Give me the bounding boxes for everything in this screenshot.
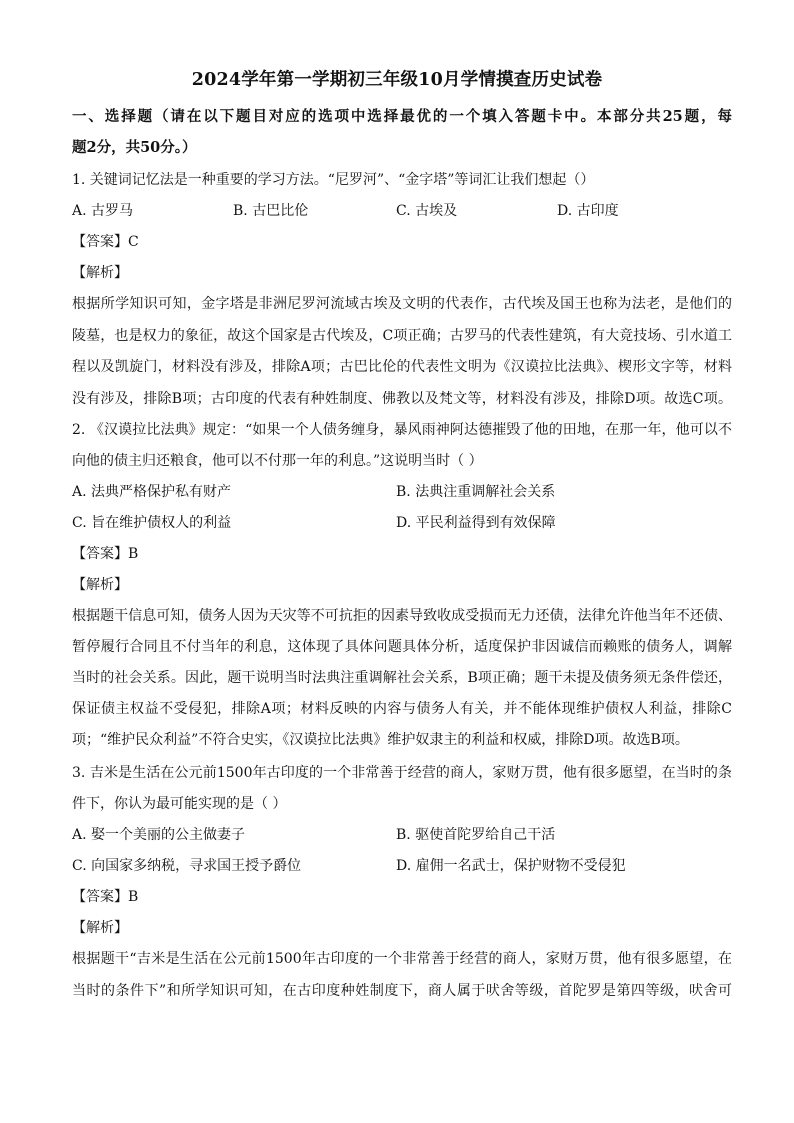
question-2-analysis-line: 根据题干信息可知，债务人因为天灾等不可抗拒的因素导致收成受损而无力还债，法律允许他当年不还债、 <box>72 608 732 624</box>
question-2-option-a: A. 法典严格保护私有财产 <box>72 484 232 500</box>
question-1-option-b: B. 古巴比伦 <box>233 203 309 219</box>
question-3-stem-line: 3. 吉米是生活在公元前1500年古印度的一个非常善于经营的商人，家财万贯，他有很多愿望，在当时的条 <box>72 765 732 781</box>
question-2-stem-line: 2. 《汉谟拉比法典》规定：“如果一个人债务缠身，暴风雨神阿达德摧毁了他的田地，在那一年，他可以不 <box>72 422 732 438</box>
question-2-analysis-line: 项；“维护民众利益”不符合史实，《汉谟拉比法典》维护奴隶主的利益和权威，排除D项。故选B项。 <box>72 732 689 748</box>
question-2-option-c: C. 旨在维护债权人的利益 <box>72 515 232 531</box>
question-1-analysis-line: 程以及凯旋门，材料没有涉及，排除A项；古巴比伦的代表性文明为《汉谟拉比法典》、楔形文字等，材料 <box>72 359 732 375</box>
question-2-answer: 【答案】B <box>72 546 139 562</box>
question-3-analysis-label: 【解析】 <box>72 920 128 936</box>
question-1-analysis-line: 没有涉及，排除B项；古印度的代表有种姓制度、佛教以及梵文等，材料没有涉及，排除D项。故选C项。 <box>72 391 732 407</box>
question-1-analysis-line: 陵墓，也是权力的象征，故这个国家是古代埃及，C项正确；古罗马的代表性建筑，有大竞技场、引水道工 <box>72 328 732 344</box>
question-2-analysis-label: 【解析】 <box>72 577 128 593</box>
question-1-stem: 1. 关键词记忆法是一种重要的学习方法。“尼罗河”、“金字塔”等词汇让我们想起（） <box>72 172 595 188</box>
question-2-analysis-line: 暂停履行合同且不付当年的利息，这体现了具体问题具体分析，适度保护非因诚信而赖账的债务人，调解 <box>72 639 732 655</box>
question-3-analysis-line: 当时的条件下”和所学知识可知，在古印度种姓制度下，商人属于吠舍等级，首陀罗是第四等级，吠舍可 <box>72 983 732 999</box>
question-1-answer: 【答案】C <box>72 234 139 250</box>
question-3-analysis-line: 根据题干“吉米是生活在公元前1500年古印度的一个非常善于经营的商人，家财万贯，他有很多愿望，在 <box>72 951 732 967</box>
question-2-analysis-line: 保证债主权益不受侵犯，排除A项；材料反映的内容与债务人有关，并不能体现维护债权人利益，排除C <box>72 701 732 717</box>
question-1-option-c: C. 古埃及 <box>396 203 458 219</box>
question-1-analysis-line: 根据所学知识可知，金字塔是非洲尼罗河流域古埃及文明的代表作，古代埃及国王也称为法老，是他们的 <box>72 296 732 312</box>
page-title: 2024学年第一学期初三年级10月学情摸查历史试卷 <box>191 70 603 90</box>
question-1-option-d: D. 古印度 <box>557 203 619 219</box>
question-2-analysis-line: 当时的社会关系。因此，题干说明当时法典注重调解社会关系，B项正确；题干未提及债务须无条件偿还， <box>72 670 732 686</box>
question-2-option-b: B. 法典注重调解社会关系 <box>396 484 556 500</box>
section-heading-line-2: 题2分，共50分。） <box>72 139 197 156</box>
question-2-stem-line: 向他的债主归还粮食，他可以不付那一年的利息。”这说明当时（ ） <box>72 453 483 469</box>
section-heading-line-1: 一、选择题（请在以下题目对应的选项中选择最优的一个填入答题卡中。本部分共25题，每 <box>72 108 732 125</box>
question-3-option-d: D. 雇佣一名武士，保护财物不受侵犯 <box>396 858 626 874</box>
question-3-stem-line: 件下，你认为最可能实现的是（ ） <box>72 796 287 812</box>
question-3-option-b: B. 驱使首陀罗给自己干活 <box>396 827 556 843</box>
question-1-analysis-label: 【解析】 <box>72 265 128 281</box>
question-3-option-c: C. 向国家多纳税，寻求国王授予爵位 <box>72 858 302 874</box>
question-3-option-a: A. 娶一个美丽的公主做妻子 <box>72 827 246 843</box>
question-1-option-a: A. 古罗马 <box>72 203 134 219</box>
question-2-option-d: D. 平民利益得到有效保障 <box>396 515 556 531</box>
question-3-answer: 【答案】B <box>72 889 139 905</box>
